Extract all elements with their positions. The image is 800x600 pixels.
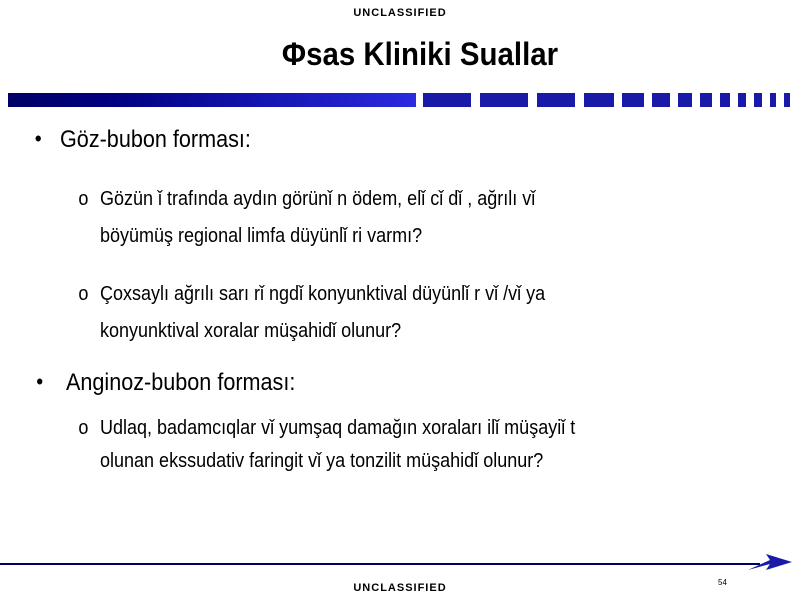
bar-block: [622, 93, 644, 107]
bar-block: [738, 93, 746, 107]
bar-block: [537, 93, 575, 107]
bar-block: [770, 93, 776, 107]
list-item-line: Gözün ǐ trafında aydın görünǐ n ödem, elǐ cǐ dǐ , ağrılı vǐ: [100, 188, 536, 210]
section-heading: [36, 369, 296, 397]
section-heading-text: Anginoz-bubon forması:: [66, 369, 296, 396]
classification-top: UNCLASSIFIED: [353, 7, 447, 19]
bar-block: [480, 93, 528, 107]
bar-block: [423, 93, 471, 107]
bar-gradient-segment: [8, 93, 416, 107]
list-item-line: Udlaq, badamcıqlar vǐ yumşaq damağın xoraları ilǐ müşayiǐ t: [100, 417, 576, 439]
circle-bullet-icon: o: [78, 283, 89, 305]
classification-bottom: UNCLASSIFIED: [353, 582, 447, 594]
list-item: [78, 276, 546, 350]
list-item-line: olunan ekssudativ faringit vǐ ya tonzilit müşahidǐ olunur?: [100, 450, 544, 472]
bar-block: [700, 93, 712, 107]
bar-block: [784, 93, 790, 107]
list-item-line: konyunktival xoralar müşahidǐ olunur?: [100, 320, 402, 342]
slide-title: Φsas Kliniki Suallar: [281, 36, 559, 72]
footer-divider-line: [0, 563, 760, 565]
list-item: [78, 181, 536, 255]
list-item-line: böyümüş regional limfa düyünlǐ ri varmı?: [100, 225, 423, 247]
circle-bullet-icon: o: [78, 417, 89, 439]
section-heading: [34, 126, 251, 154]
bar-block: [652, 93, 670, 107]
circle-bullet-icon: o: [78, 188, 89, 210]
bar-block: [720, 93, 730, 107]
bar-block: [678, 93, 692, 107]
section-heading-text: Göz-bubon forması:: [60, 126, 251, 153]
list-item: [78, 412, 576, 478]
arrow-icon: [748, 552, 792, 572]
bar-block: [584, 93, 614, 107]
bullet-dot-icon: •: [36, 369, 44, 394]
title-underline-bar: [8, 93, 794, 107]
page-number: 54: [718, 578, 727, 587]
list-item-line: Çoxsaylı ağrılı sarı rǐ ngdǐ konyunktival düyünlǐ r vǐ /vǐ ya: [100, 283, 546, 305]
bar-block: [754, 93, 762, 107]
bullet-dot-icon: •: [34, 126, 42, 151]
